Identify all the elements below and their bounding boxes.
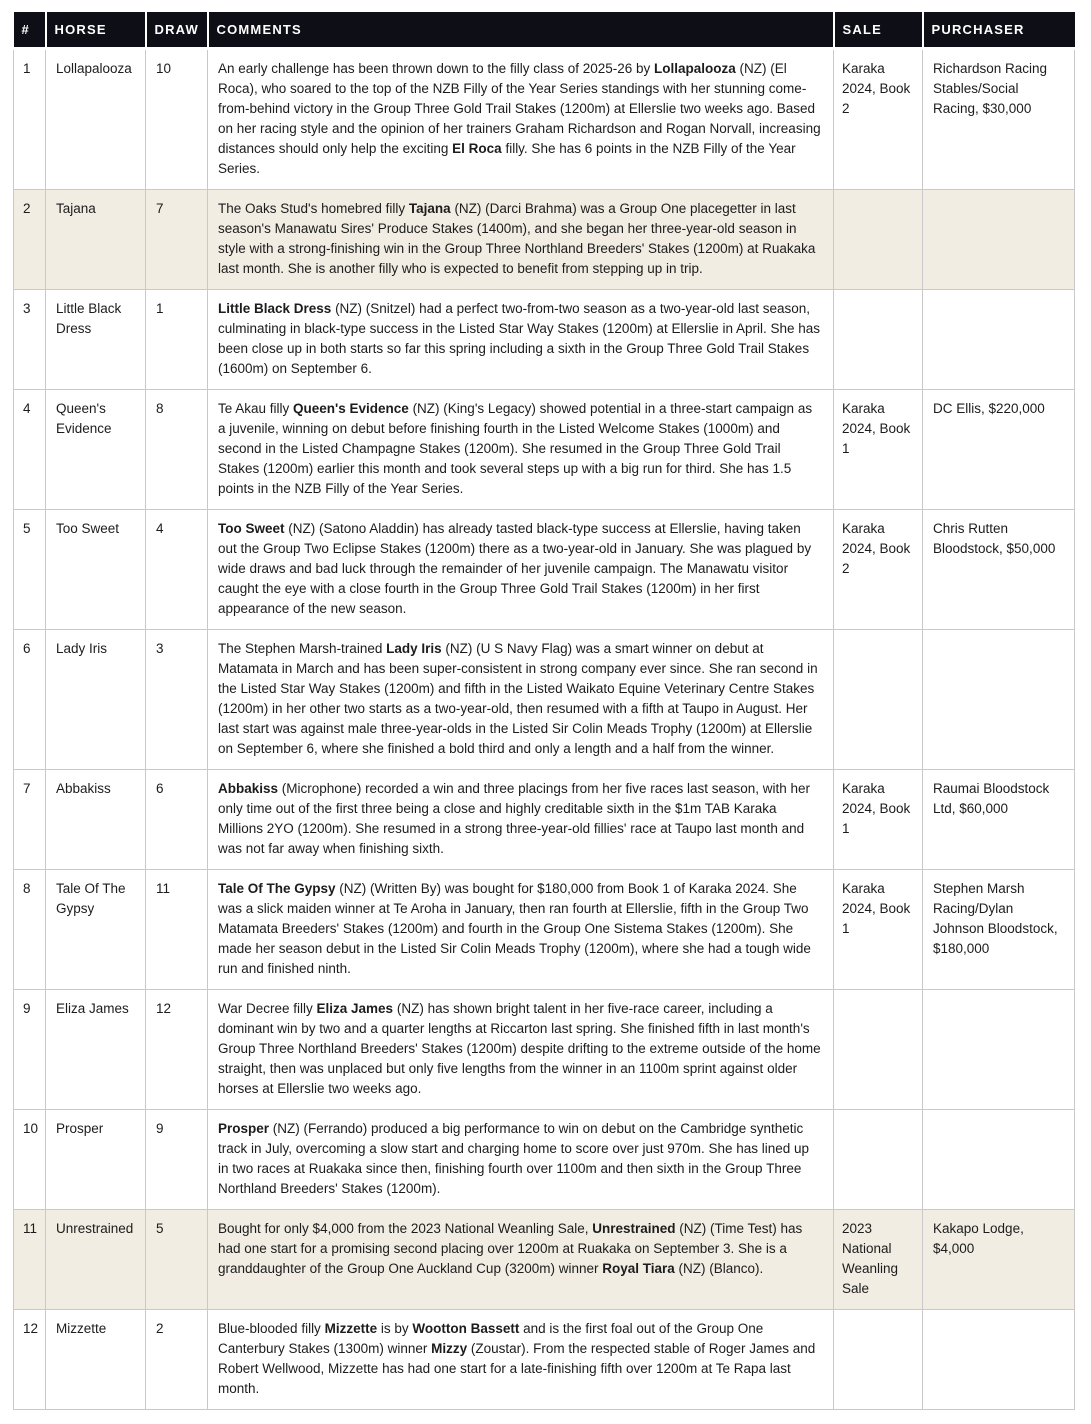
cell-comments: Little Black Dress (NZ) (Snitzel) had a perfect two-from-two season as a two-year-old last season, culminating in black-type success in the Listed Star Way Stakes (1200m) at Ellerslie in April. She has been close up in both starts so far this spring including a sixth in the Group Three Gold Trail Stakes (1600m) on September 6. (208, 290, 834, 390)
cell-comments: Bought for only $4,000 from the 2023 National Weanling Sale, Unrestrained (NZ) (Time Test) has had one start for a promising second placing over 1200m at Ruakaka on September 3. She is a granddaughter of the Group One Auckland Cup (3200m) winner Royal Tiara (NZ) (Blanco). (208, 1210, 834, 1310)
table-row (14, 630, 1075, 770)
cell-horse-name: Mizzette (46, 1310, 146, 1410)
cell-number: 12 (14, 1310, 46, 1410)
cell-draw: 6 (146, 770, 208, 870)
cell-comments: Te Akau filly Queen's Evidence (NZ) (King's Legacy) showed potential in a three-start campaign as a juvenile, winning on debut before finishing fourth in the Listed Welcome Stakes (1000m) and second in the Listed Champagne Stakes (1200m). She resumed in the Group Three Gold Trail Stakes (1200m) earlier this month and took several steps up with a big run for third. She has 1.5 points in the NZB Filly of the Year Series. (208, 390, 834, 510)
cell-purchaser (923, 290, 1075, 390)
cell-sale (834, 190, 923, 290)
cell-purchaser (923, 990, 1075, 1110)
cell-horse-name: Queen's Evidence (46, 390, 146, 510)
cell-horse-name: Tajana (46, 190, 146, 290)
table-row (14, 990, 1075, 1110)
cell-comments: War Decree filly Eliza James (NZ) has shown bright talent in her five-race career, including a dominant win by two and a quarter lengths at Riccarton last spring. She finished fifth in last month's Group Three Northland Breeders' Stakes (1200m) despite drifting to the extreme outside of the home straight, then was unplaced but only five lengths from the winner in an 1100m sprint against older horses at Ellerslie two weeks ago. (208, 990, 834, 1110)
cell-horse-name: Prosper (46, 1110, 146, 1210)
cell-number: 3 (14, 290, 46, 390)
cell-number: 1 (14, 49, 46, 190)
cell-number: 7 (14, 770, 46, 870)
cell-draw: 11 (146, 870, 208, 990)
column-header-horse: HORSE (46, 12, 146, 49)
cell-comments: The Stephen Marsh-trained Lady Iris (NZ) (U S Navy Flag) was a smart winner on debut at Matamata in March and has been super-consistent in strong company ever since. She ran second in the Listed Star Way Stakes (1200m) and fifth in the Listed Waikato Equine Veterinary Centre Stakes (1200m) in her other two starts as a two-year-old, then resumed with a fifth at Taupo in August. Her last start was against male three-year-olds in the Listed Sir Colin Meads Trophy (1200m) at Ellerslie on September 6, where she finished a bold third and only a length and a half from the winner. (208, 630, 834, 770)
cell-number: 4 (14, 390, 46, 510)
table-row (14, 1210, 1075, 1310)
cell-purchaser: Kakapo Lodge, $4,000 (923, 1210, 1075, 1310)
cell-sale (834, 290, 923, 390)
cell-sale: Karaka 2024, Book 1 (834, 770, 923, 870)
cell-purchaser: Raumai Bloodstock Ltd, $60,000 (923, 770, 1075, 870)
cell-comments: Prosper (NZ) (Ferrando) produced a big performance to win on debut on the Cambridge synthetic track in July, overcoming a slow start and charging home to score over just 970m. She has lined up in two races at Ruakaka since then, finishing fourth over 1100m and then sixth in the Group Three Northland Breeders' Stakes (1200m). (208, 1110, 834, 1210)
cell-draw: 5 (146, 1210, 208, 1310)
cell-horse-name: Unrestrained (46, 1210, 146, 1310)
cell-number: 8 (14, 870, 46, 990)
cell-sale: Karaka 2024, Book 1 (834, 390, 923, 510)
cell-horse-name: Tale Of The Gypsy (46, 870, 146, 990)
cell-sale (834, 990, 923, 1110)
cell-purchaser: DC Ellis, $220,000 (923, 390, 1075, 510)
cell-purchaser: Chris Rutten Bloodstock, $50,000 (923, 510, 1075, 630)
horse-guide-table (13, 12, 1075, 1410)
cell-horse-name: Too Sweet (46, 510, 146, 630)
table-row (14, 1310, 1075, 1410)
cell-comments: Abbakiss (Microphone) recorded a win and three placings from her five races last season, with her only time out of the first three being a close and highly creditable sixth in the $1m TAB Karaka Millions 2YO (1200m). She resumed in a strong three-year-old fillies' race at Taupo last month and was not far away when finishing sixth. (208, 770, 834, 870)
cell-draw: 7 (146, 190, 208, 290)
cell-horse-name: Eliza James (46, 990, 146, 1110)
column-header-number: # (14, 12, 46, 49)
table-row (14, 870, 1075, 990)
cell-number: 2 (14, 190, 46, 290)
cell-purchaser: Richardson Racing Stables/Social Racing, $30,000 (923, 49, 1075, 190)
table-row (14, 510, 1075, 630)
cell-sale (834, 1110, 923, 1210)
cell-draw: 10 (146, 49, 208, 190)
column-header-comments: COMMENTS (208, 12, 834, 49)
cell-horse-name: Little Black Dress (46, 290, 146, 390)
cell-draw: 2 (146, 1310, 208, 1410)
cell-number: 11 (14, 1210, 46, 1310)
cell-comments: Too Sweet (NZ) (Satono Aladdin) has already tasted black-type success at Ellerslie, having taken out the Group Two Eclipse Stakes (1200m) there as a two-year-old in January. She was plagued by wide draws and bad luck through the remainder of her juvenile campaign. The Manawatu visitor caught the eye with a close fourth in the Group Three Gold Trail Stakes (1200m) in her first appearance of the new season. (208, 510, 834, 630)
cell-purchaser: Stephen Marsh Racing/Dylan Johnson Bloodstock, $180,000 (923, 870, 1075, 990)
cell-draw: 4 (146, 510, 208, 630)
cell-comments: An early challenge has been thrown down to the filly class of 2025-26 by Lollapalooza (NZ) (El Roca), who soared to the top of the NZB Filly of the Year Series standings with her stunning come-from-behind victory in the Group Three Gold Trail Stakes (1200m) at Ellerslie two weeks ago. Based on her racing style and the opinion of her trainers Graham Richardson and Rogan Norvall, increasing distances should only help the exciting El Roca filly. She has 6 points in the NZB Filly of the Year Series. (208, 49, 834, 190)
cell-number: 5 (14, 510, 46, 630)
cell-horse-name: Abbakiss (46, 770, 146, 870)
cell-sale: Karaka 2024, Book 2 (834, 510, 923, 630)
table-row (14, 390, 1075, 510)
column-header-draw: DRAW (146, 12, 208, 49)
cell-draw: 3 (146, 630, 208, 770)
cell-draw: 12 (146, 990, 208, 1110)
cell-draw: 1 (146, 290, 208, 390)
cell-purchaser (923, 630, 1075, 770)
cell-sale: Karaka 2024, Book 1 (834, 870, 923, 990)
column-header-purchaser: PURCHASER (923, 12, 1075, 49)
cell-sale (834, 1310, 923, 1410)
table-row (14, 190, 1075, 290)
cell-purchaser (923, 1110, 1075, 1210)
table-row (14, 1110, 1075, 1210)
table-row (14, 290, 1075, 390)
column-header-sale: SALE (834, 12, 923, 49)
horse-table-body (14, 49, 1075, 1410)
cell-comments: Tale Of The Gypsy (NZ) (Written By) was bought for $180,000 from Book 1 of Karaka 2024. She was a slick maiden winner at Te Aroha in January, then ran fourth at Ellerslie, fifth in the Group Two Matamata Breeders' Stakes (1200m) and fourth in the Group One Sistema Stakes (1200m). She made her season debut in the Listed Sir Colin Meads Trophy (1200m), where she had a tough wide run and finished ninth. (208, 870, 834, 990)
header-row (14, 12, 1075, 49)
cell-sale (834, 630, 923, 770)
cell-number: 10 (14, 1110, 46, 1210)
cell-purchaser (923, 190, 1075, 290)
table-row (14, 770, 1075, 870)
cell-number: 9 (14, 990, 46, 1110)
table-header (14, 12, 1075, 49)
cell-sale: 2023 National Weanling Sale (834, 1210, 923, 1310)
cell-comments: Blue-blooded filly Mizzette is by Wootton Bassett and is the first foal out of the Group One Canterbury Stakes (1300m) winner Mizzy (Zoustar). From the respected stable of Roger James and Robert Wellwood, Mizzette has had one start for a late-finishing fifth over 1200m at Te Rapa last month. (208, 1310, 834, 1410)
cell-horse-name: Lady Iris (46, 630, 146, 770)
cell-sale: Karaka 2024, Book 2 (834, 49, 923, 190)
cell-horse-name: Lollapalooza (46, 49, 146, 190)
cell-draw: 8 (146, 390, 208, 510)
cell-comments: The Oaks Stud's homebred filly Tajana (NZ) (Darci Brahma) was a Group One placegetter in last season's Manawatu Sires' Produce Stakes (1400m), and she began her three-year-old season in style with a strong-finishing win in the Group Three Northland Breeders' Stakes (1200m) at Ruakaka last month. She is another filly who is expected to benefit from stepping up in trip. (208, 190, 834, 290)
table-row (14, 49, 1075, 190)
cell-purchaser (923, 1310, 1075, 1410)
cell-draw: 9 (146, 1110, 208, 1210)
cell-number: 6 (14, 630, 46, 770)
